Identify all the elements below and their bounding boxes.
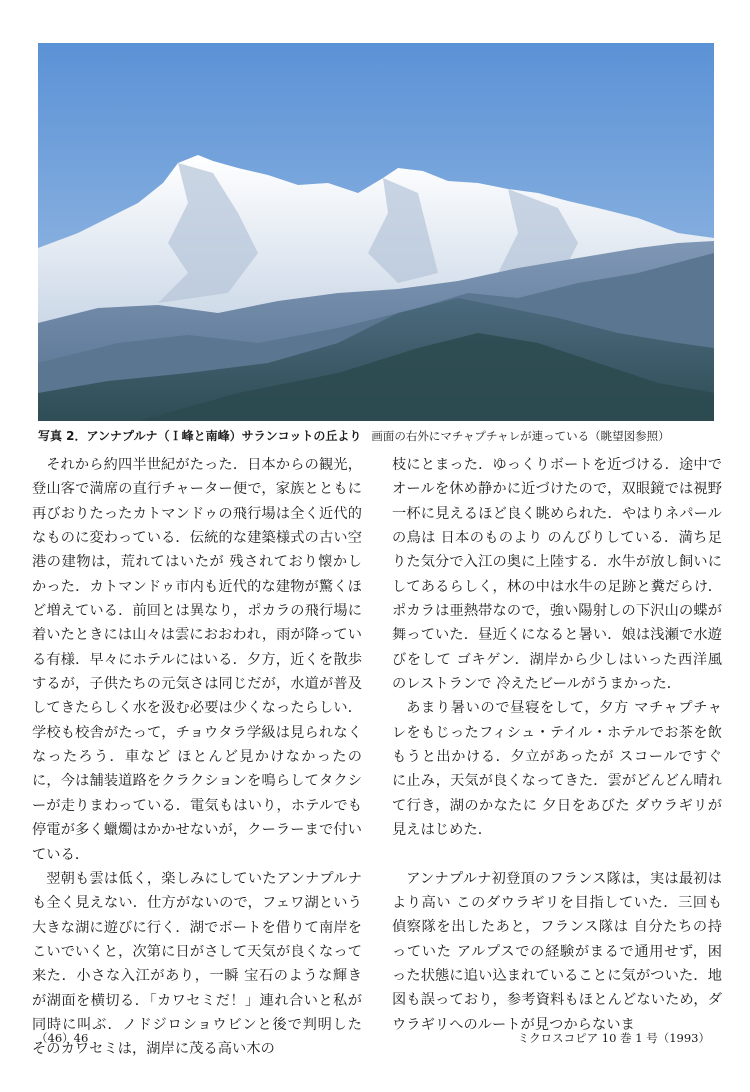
caption-description: 画面の右外にマチャプチャレが連っている（眺望図参照） <box>371 429 670 443</box>
mountain-landscape-image <box>38 43 714 421</box>
journal-reference: ミクロスコピア 10 巻 1 号（1993） <box>517 1031 710 1045</box>
paragraph-gap <box>392 843 722 867</box>
left-column <box>32 453 362 1062</box>
annapurna-photo <box>38 43 714 421</box>
photo-caption <box>38 428 728 444</box>
page-number: （46）46 <box>36 1031 89 1045</box>
paragraph: それから約四半世紀がたった．日本からの観光，登山客で満席の直行チャーター便で，家族とともに再びおりたったカトマンドゥの飛行場は全く近代的なものに変わっている．伝統的な建築様式の古い空港の建物は，荒れてはいたが 残されており懐かしかった．カトマンドゥ市内も近代的な建物が驚くほど増えている．前回とは異なり，ポカラの飛行場に着いたときには山々は雲におおわれ，雨が降っている有様．早々にホテルにはいる．夕方，近くを散歩するが，子供たちの元気さは同じだが，水道が普及してきたらしく水を汲む必要は少くなったらしい．学校も校舎がたって，チョウタラ学級は見られなくなったろう．車など ほとんど見かけなかったのに，今は舗装道路をクラクションを鳴らしてタクシーが走りまわっている．電気もはいり，ホテルでも停電が多く蠟燭はかかせないが，クーラーまで付いている． <box>32 457 362 863</box>
paragraph: 翌朝も雲は低く，楽しみにしていたアンナプルナも全く見えない．仕方がないので，フェワ湖という大きな湖に遊びに行く．湖でボートを借りて南岸をこいでいくと，次第に日がさして天気が良くなって来た．小さな入江があり，一瞬 宝石のような輝きが湖面を横切る．「カワセミだ！」連れ合いと私が 同時に叫ぶ．ノドジロショウビンと後で判明した そのカワセミは，湖岸に茂る高い木の <box>32 870 362 1058</box>
paragraph: 枝にとまった．ゆっくりボートを近づける．途中でオールを休め静かに近づけたので，双眼鏡では視野一杯に見えるほど良く眺められた．やはりネパールの鳥は 日本のものより のんびりしている．満ち足りた気分で入江の奥に上陸する．水牛が放し飼いにしてあるらしく，林の中は水牛の足跡と糞だらけ．ポカラは亜熱帯なので，強い陽射しの下沢山の蝶が舞っていた．昼近くになると暑い．娘は浅瀬で水遊びをして ゴキゲン．湖岸から少しはいった西洋風のレストランで 冷えたビールがうまかった． <box>392 457 722 693</box>
paragraph: アンナプルナ初登頂のフランス隊は，実は最初は より高い このダウラギリを目指していた．三回も偵察隊を出したあと，フランス隊は 自分たちの持っていた アルプスでの経験がまるで通用せず，困った状態に追い込まれていることに気がついた．地図も誤っており，参考資料もほとんどないため，ダウラギリへのルートが見つからないま <box>392 870 722 1033</box>
caption-title: 写真 2．アンナプルナ（Ｉ峰と南峰）サランコットの丘より <box>38 429 362 443</box>
paragraph: あまり暑いので昼寝をして，夕方 マチャプチャレをもじったフィシュ・テイル・ホテルでお茶を飲もうと出かける．夕立があったが スコールですぐに止み，天気が良くなってきた．雲がどんどん晴れて行き，湖のかなたに 夕日をあびた ダウラギリが見えはじめた． <box>392 700 722 839</box>
right-column <box>392 453 722 1037</box>
